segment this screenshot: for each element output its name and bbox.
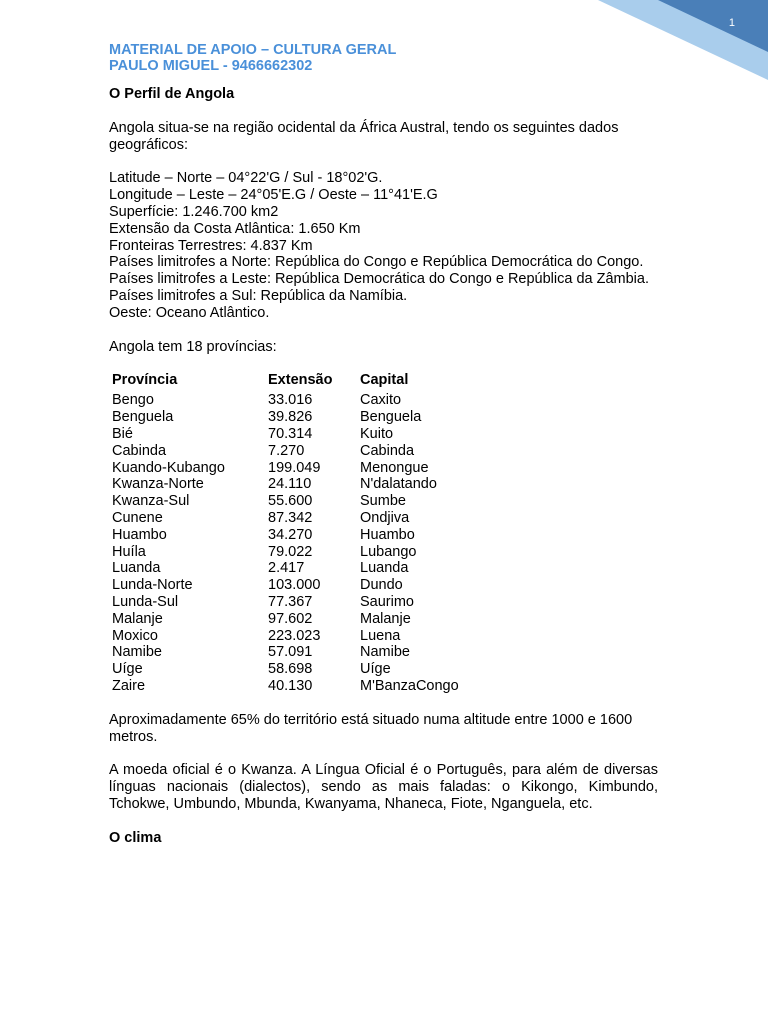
table-cell: Huambo [112, 526, 167, 543]
geo-line: Fronteiras Terrestres: 4.837 Km [109, 237, 313, 254]
table-row [112, 544, 459, 561]
table-cell: Benguela [360, 409, 422, 426]
table-cell: Ondjiva [360, 509, 410, 526]
table-header-row [112, 371, 459, 392]
table-cell: Luanda [360, 560, 409, 577]
intro-paragraph: Angola situa-se na região ocidental da África Austral, tendo os seguintes dados geográficos: [109, 119, 619, 153]
table-cell: Lunda-Sul [112, 593, 179, 610]
table-cell: Sumbe [360, 493, 406, 510]
table-cell: 55.600 [268, 493, 313, 510]
geo-line: Países limitrofes a Norte: República do Congo e República Democrática do Congo. [109, 254, 644, 271]
column-header: Extensão [268, 372, 333, 389]
table-cell: Luena [360, 627, 401, 644]
table-cell: Kuando-Kubango [112, 459, 225, 476]
table-cell: 70.314 [268, 425, 313, 442]
table-row [112, 644, 459, 661]
table-cell: Huambo [360, 526, 415, 543]
table-row [112, 661, 459, 678]
table-cell: Benguela [112, 409, 174, 426]
column-header: Capital [360, 372, 409, 389]
table-row [112, 409, 459, 426]
provinces-table [112, 371, 459, 694]
geo-line: Países limitrofes a Leste: República Democrática do Congo e República da Zâmbia. [109, 271, 649, 288]
table-cell: 57.091 [268, 644, 313, 661]
table-cell: 2.417 [268, 560, 305, 577]
table-row [112, 460, 459, 477]
table-cell: Saurimo [360, 593, 414, 610]
table-cell: Malanje [112, 610, 163, 627]
table-cell: Moxico [112, 627, 158, 644]
table-row [112, 510, 459, 527]
geo-line: Países limitrofes a Sul: República da Namíbia. [109, 287, 408, 304]
table-cell: Namibe [360, 644, 410, 661]
table-cell: 33.016 [268, 392, 313, 409]
document-body [109, 86, 658, 846]
table-cell: 87.342 [268, 509, 313, 526]
table-cell: Dundo [360, 577, 403, 594]
document-header [109, 42, 396, 74]
table-cell: Lunda-Norte [112, 577, 193, 594]
geo-line: Extensão da Costa Atlântica: 1.650 Km [109, 220, 361, 237]
table-cell: Menongue [360, 459, 429, 476]
table-cell: Luanda [112, 560, 161, 577]
table-cell: 103.000 [268, 577, 321, 594]
column-header: Província [112, 372, 178, 389]
table-cell: 223.023 [268, 627, 321, 644]
table-row [112, 594, 459, 611]
section-title: O Perfil de Angola [109, 86, 235, 102]
table-cell: 79.022 [268, 543, 313, 560]
table-cell: 199.049 [268, 459, 321, 476]
table-cell: Huíla [112, 543, 146, 560]
table-cell: Lubango [360, 543, 417, 560]
table-cell: 39.826 [268, 409, 313, 426]
table-row [112, 611, 459, 628]
geo-line: Longitude – Leste – 24°05'E.G / Oeste – 11°41'E.G [109, 187, 438, 204]
header-line-2: PAULO MIGUEL - 9466662302 [109, 58, 313, 74]
table-cell: 77.367 [268, 593, 313, 610]
table-body [112, 392, 459, 694]
table-row [112, 476, 459, 493]
page-number: 1 [728, 17, 735, 29]
table-cell: 7.270 [268, 442, 305, 459]
table-cell: 24.110 [268, 476, 312, 493]
table-cell: Zaire [112, 677, 146, 694]
table-cell: N'dalatando [360, 476, 437, 493]
table-row [112, 493, 459, 510]
table-cell: 40.130 [268, 677, 313, 694]
table-cell: Cunene [112, 509, 163, 526]
corner-decoration [588, 0, 768, 80]
table-cell: Kwanza-Sul [112, 493, 190, 510]
table-cell: Kuito [360, 425, 394, 442]
header-line-1: MATERIAL DE APOIO – CULTURA GERAL [109, 42, 397, 58]
table-cell: Uíge [112, 661, 143, 678]
table-cell: Uíge [360, 661, 391, 678]
table-cell: Bengo [112, 392, 154, 409]
table-cell: 58.698 [268, 661, 313, 678]
table-row [112, 628, 459, 645]
table-cell: Malanje [360, 610, 411, 627]
table-row [112, 392, 459, 409]
table-cell: Cabinda [360, 442, 415, 459]
geo-line: Latitude – Norte – 04°22'G / Sul - 18°02'G. [109, 170, 383, 187]
geo-line: Superfície: 1.246.700 km2 [109, 203, 279, 220]
table-cell: Namibe [112, 644, 162, 661]
table-row [112, 527, 459, 544]
table-cell: 34.270 [268, 526, 313, 543]
table-cell: M'BanzaCongo [360, 677, 459, 694]
currency-paragraph: A moeda oficial é o Kwanza. A Língua Oficial é o Português, para além de diversas línguas nacionais (dialectos), sendo as mais faladas: o Kikongo, Kimbundo, Tchokwe, Umbundo, Mbunda, Kwanyama, Nhaneca, Fiote, Nganguela, etc. [109, 762, 658, 812]
section-title-climate: O clima [109, 829, 162, 846]
table-row [112, 560, 459, 577]
table-row [112, 426, 459, 443]
table-cell: Caxito [360, 392, 402, 409]
table-row [112, 443, 459, 460]
geo-line: Oeste: Oceano Atlântico. [109, 304, 270, 321]
table-cell: Kwanza-Norte [112, 476, 204, 493]
altitude-paragraph: Aproximadamente 65% do território está situado numa altitude entre 1000 e 1600 metros. [109, 711, 633, 745]
table-cell: Cabinda [112, 442, 167, 459]
table-cell: Bié [112, 425, 133, 442]
table-row [112, 577, 459, 594]
table-cell: 97.602 [268, 610, 313, 627]
provinces-intro: Angola tem 18 províncias: [109, 338, 277, 355]
geo-facts [109, 170, 658, 321]
table-row [112, 678, 459, 695]
